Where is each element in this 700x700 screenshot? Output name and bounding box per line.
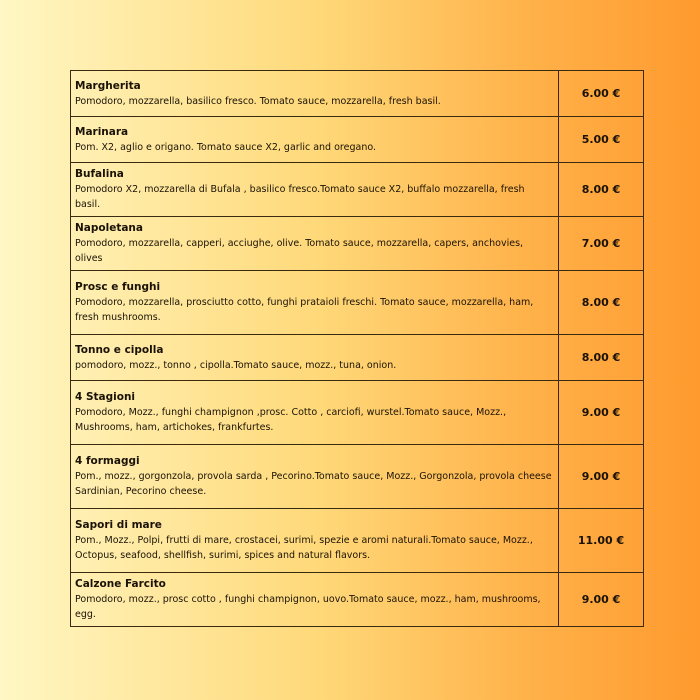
menu-item-cell xyxy=(71,117,559,163)
menu-item-name: Margherita xyxy=(75,79,141,92)
menu-item-cell xyxy=(71,335,559,381)
menu-item-description: Pomodoro, mozzarella, basilico fresco. Tomato sauce, mozzarella, fresh basil. xyxy=(75,95,441,107)
menu-item-name: Sapori di mare xyxy=(75,519,162,531)
menu-item-name: 4 Stagioni xyxy=(75,391,136,403)
menu-item-name: Marinara xyxy=(75,125,129,138)
menu-item-description: Pomodoro X2, mozzarella di Bufala , basilico fresco.Tomato sauce X2, buffalo mozzarella, fresh basil. xyxy=(75,184,525,210)
menu-item-price: 7.00 € xyxy=(559,217,644,271)
menu-row-4-stagioni xyxy=(71,381,644,445)
menu-item-price: 11.00 € xyxy=(559,509,644,573)
menu-item-description: Pom., mozz., gorgonzola, provola sarda , Pecorino.Tomato sauce, Mozz., Gorgonzola, provola cheese Sardinian, Pecorino cheese. xyxy=(75,471,552,497)
menu-row-calzone-farcito xyxy=(71,573,644,627)
menu-item-name: Tonno e cipolla xyxy=(75,343,164,356)
menu-item-cell xyxy=(71,573,559,627)
menu-row-margherita xyxy=(71,71,644,117)
menu-item-cell xyxy=(71,445,559,509)
menu-item-cell xyxy=(71,509,559,573)
menu-item-description: Pomodoro, mozz., prosc cotto , funghi champignon, uovo.Tomato sauce, mozz., ham, mushrooms, egg. xyxy=(75,594,541,620)
pizza-menu-table xyxy=(70,70,644,627)
menu-item-price: 8.00 € xyxy=(559,271,644,335)
menu-row-bufalina xyxy=(71,163,644,217)
menu-row-4-formaggi xyxy=(71,445,644,509)
menu-item-cell xyxy=(71,271,559,335)
menu-item-name: Bufalina xyxy=(75,168,124,180)
menu-item-price: 9.00 € xyxy=(559,573,644,627)
menu-item-description: Pomodoro, mozzarella, prosciutto cotto, funghi prataioli freschi. Tomato sauce, mozzarella, ham, fresh mushrooms. xyxy=(75,297,534,323)
menu-item-cell xyxy=(71,217,559,271)
menu-item-description: Pom. X2, aglio e origano. Tomato sauce X2, garlic and oregano. xyxy=(75,141,376,153)
menu-item-cell xyxy=(71,71,559,117)
menu-item-name: Napoletana xyxy=(75,222,143,234)
menu-item-description: Pomodoro, mozzarella, capperi, acciughe, olive. Tomato sauce, mozzarella, capers, anchovies, olives xyxy=(75,238,524,264)
menu-row-napoletana xyxy=(71,217,644,271)
menu-item-cell xyxy=(71,381,559,445)
menu-item-name: Prosc e funghi xyxy=(75,281,161,293)
menu-item-price: 9.00 € xyxy=(559,381,644,445)
menu-row-prosc-e-funghi xyxy=(71,271,644,335)
menu-row-sapori-di-mare xyxy=(71,509,644,573)
menu-item-description: pomodoro, mozz., tonno , cipolla.Tomato sauce, mozz., tuna, onion. xyxy=(75,359,397,371)
menu-item-price: 5.00 € xyxy=(559,117,644,163)
menu-item-cell xyxy=(71,163,559,217)
menu-item-description: Pomodoro, Mozz., funghi champignon ,prosc. Cotto , carciofi, wurstel.Tomato sauce, Mozz., Mushrooms, ham, artichokes, frankfurtes. xyxy=(75,407,507,433)
menu-item-price: 6.00 € xyxy=(559,71,644,117)
menu-row-marinara xyxy=(71,117,644,163)
menu-row-tonno-e-cipolla xyxy=(71,335,644,381)
menu-item-price: 9.00 € xyxy=(559,445,644,509)
menu-item-price: 8.00 € xyxy=(559,163,644,217)
menu-item-description: Pom., Mozz., Polpi, frutti di mare, crostacei, surimi, spezie e aromi naturali.Tomato sauce, Mozz., Octopus, seafood, shellfish, surimi, spices and natural flavors. xyxy=(75,535,533,561)
menu-item-name: Calzone Farcito xyxy=(75,578,166,590)
menu-item-name: 4 formaggi xyxy=(75,455,140,467)
menu-item-price: 8.00 € xyxy=(559,335,644,381)
